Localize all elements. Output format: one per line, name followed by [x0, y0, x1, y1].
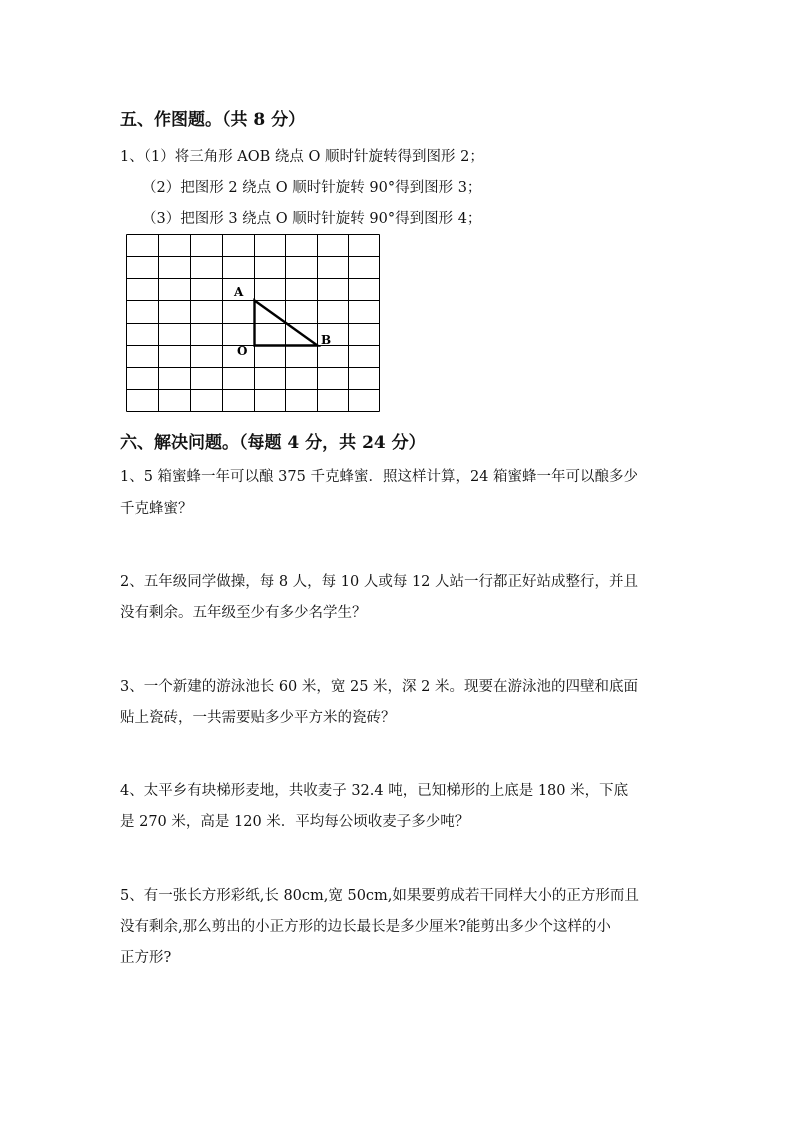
q5-1-line2: （2）把图形 2 绕点 O 顺时针旋转 90°得到图形 3； — [142, 180, 482, 196]
q6-5-line1: 5、有一张长方形彩纸,长 80cm,宽 50cm,如果要剪成若干同样大小的正方形而且 — [120, 888, 639, 904]
q6-4-line1: 4、太平乡有块梯形麦地，共收麦子 32.4 吨，已知梯形的上底是 180 米，下底 — [120, 783, 629, 799]
rotation-grid-figure — [126, 234, 380, 412]
q6-3-line1: 3、一个新建的游泳池长 60 米，宽 25 米，深 2 米。现要在游泳池的四壁和底面 — [120, 679, 639, 695]
q6-3-line2: 贴上瓷砖，一共需要贴多少平方米的瓷砖？ — [120, 710, 396, 726]
q6-1-line1: 1、5 箱蜜蜂一年可以酿 375 千克蜂蜜．照这样计算，24 箱蜜蜂一年可以酿多少 — [120, 469, 639, 485]
grid-lines — [127, 235, 380, 412]
point-b-label: B — [321, 333, 332, 347]
q6-5-line2: 没有剩余,那么剪出的小正方形的边长最长是多少厘米?能剪出多少个这样的小 — [120, 919, 611, 935]
q5-1-line3: （3）把图形 3 绕点 O 顺时针旋转 90°得到图形 4； — [142, 211, 482, 227]
point-o-label: O — [237, 344, 248, 358]
q6-2-line2: 没有剩余。五年级至少有多少名学生？ — [120, 605, 367, 621]
section5-heading: 五、作图题。（共 8 分） — [120, 110, 306, 130]
q6-1-line2: 千克蜂蜜？ — [120, 501, 193, 517]
section6-heading: 六、解决问题。（每题 4 分，共 24 分） — [120, 433, 426, 453]
q6-2-line1: 2、五年级同学做操，每 8 人，每 10 人或每 12 人站一行都正好站成整行，并且 — [120, 574, 639, 590]
q5-1-line1: 1、（1）将三角形 AOB 绕点 O 顺时针旋转得到图形 2； — [120, 149, 484, 165]
q6-5-line3: 正方形? — [120, 950, 172, 966]
point-a-label: A — [234, 285, 244, 299]
q6-4-line2: 是 270 米，高是 120 米．平均每公顷收麦子多少吨？ — [120, 814, 470, 830]
